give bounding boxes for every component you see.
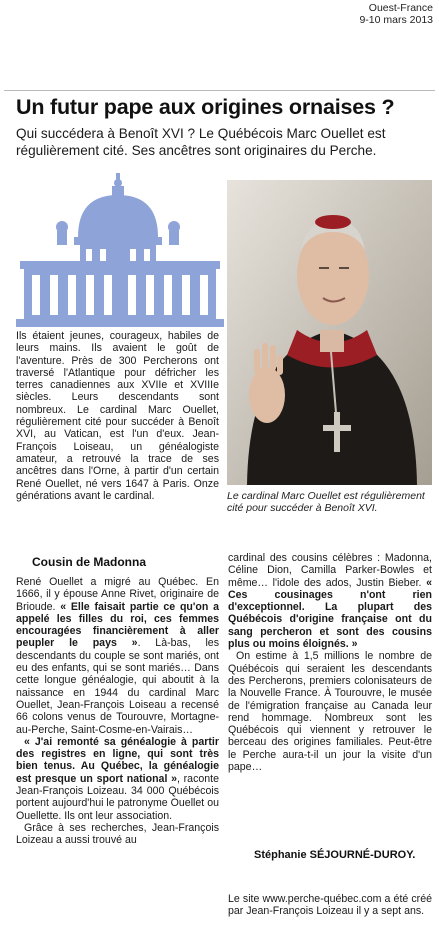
p1-text: René Ouellet a migré au Québec. En 1666, il y épouse Anne Rivet, originaire de Brioude. [16, 576, 219, 613]
newspaper-name: Ouest-France [368, 2, 433, 14]
title-rule [4, 90, 435, 91]
author-signature: Stéphanie SÉJOURNÉ-DUROY. [254, 849, 416, 861]
headline: Un futur pape aux origines ornaises ? [16, 95, 395, 119]
newspaper-source [359, 2, 433, 26]
p1-text-end: . Là-bas, les descendants du couple se sont mariés, ont eu des enfants, qui se sont mariés… Dans cette longue généalogie, qui aboutit à la naissance en 1944 du cardinal Marc Ouellet, Jean-François Loiseau a recensé 66 colons venus de Tourouvre, Mortagne-au-Perche, Saint-Cosme-en-Vairais… [16, 637, 219, 736]
standfirst: Qui succédera à Benoît XVI ? Le Québécois Marc Ouellet est régulièrement cité. Ses ancêtres sont originaires du Perche. [16, 126, 386, 158]
intro-paragraph: Ils étaient jeunes, courageux, habiles de leurs mains. Ils avaient le goût de l'aventure. Près de 300 Percherons ont traversé l'Atlantique pour défricher les terres canadiennes aux XVIIe et XVIIIe siècles. Leurs descendants sont nombreux. Le cardinal Marc Ouellet, régulièrement cité pour succéder à Benoît XVI, au Vatican, est l'un d'eux. Jean-François Loiseau, un généalogiste amateur, a retrouvé la trace de ses ancêtres dans l'Orne, à partir d'un certain René Ouellet, né vers 1647 à Paris. Onze générations avant le cardinal. [16, 330, 219, 502]
cardinal-portrait [227, 180, 432, 485]
p1-quote: « Elle faisait partie ce qu'on a appelé les filles du roi, ces femmes encouragées financièrement à aller peupler le pays » [16, 600, 219, 650]
paragraph-2 [16, 736, 219, 822]
c1-quote: « Ces cousinages n'ont rien d'exceptionnel. La plupart des Québécois d'origine française ont du sang percheron et sont des cousins plus ou moins éloignés. » [228, 576, 432, 651]
paragraph-5: On estime à 1,5 millions le nombre de Québécois qui seraient les descendants des Percherons, premiers colonisateurs de la Nouvelle France. À Tourouvre, le musée de l'émigration française au Canada leur rend hommage. Nombreux sont les Québécois qui viennent y retrouver le berceau des origines familiales. Peut-être le Perche aura-t-il un jour la visite d'un pape… [228, 650, 432, 774]
publication-date: 9-10 mars 2013 [359, 14, 433, 26]
photo-caption: Le cardinal Marc Ouellet est régulièrement cité pour succéder à Benoît XVI. [227, 490, 425, 515]
c1-text: cardinal des cousins célèbres : Madonna, Céline Dion, Camilla Parker-Bowles et même… l'idole des ados, Justin Bieber. [228, 552, 432, 589]
p2-quote: « J'ai remonté sa généalogie à partir des registres en ligne, qui sont très bien tenus. Au Québec, la généalogie est presque un sport national » [16, 735, 219, 785]
article-intro-column [16, 330, 219, 502]
paragraph-1 [16, 576, 219, 736]
p2-text-end: , raconte Jean-François Loizeau. 34 000 Québécois portent aujourd'hui le patronyme Ouellet ou Ouellette. Ils ont leur association. [16, 772, 219, 822]
cardinal-photo [227, 180, 432, 485]
article-column-left [16, 576, 219, 847]
st-peters-basilica-icon [16, 165, 224, 327]
article-column-right [228, 552, 432, 773]
paragraph-3: Grâce à ses recherches, Jean-François Loizeau a aussi trouvé au [16, 821, 219, 847]
paragraph-4 [228, 552, 432, 650]
subheading: Cousin de Madonna [32, 555, 146, 569]
footnote: Le site www.perche-québec.com a été créé par Jean-François Loizeau il y a sept ans. [228, 893, 432, 918]
